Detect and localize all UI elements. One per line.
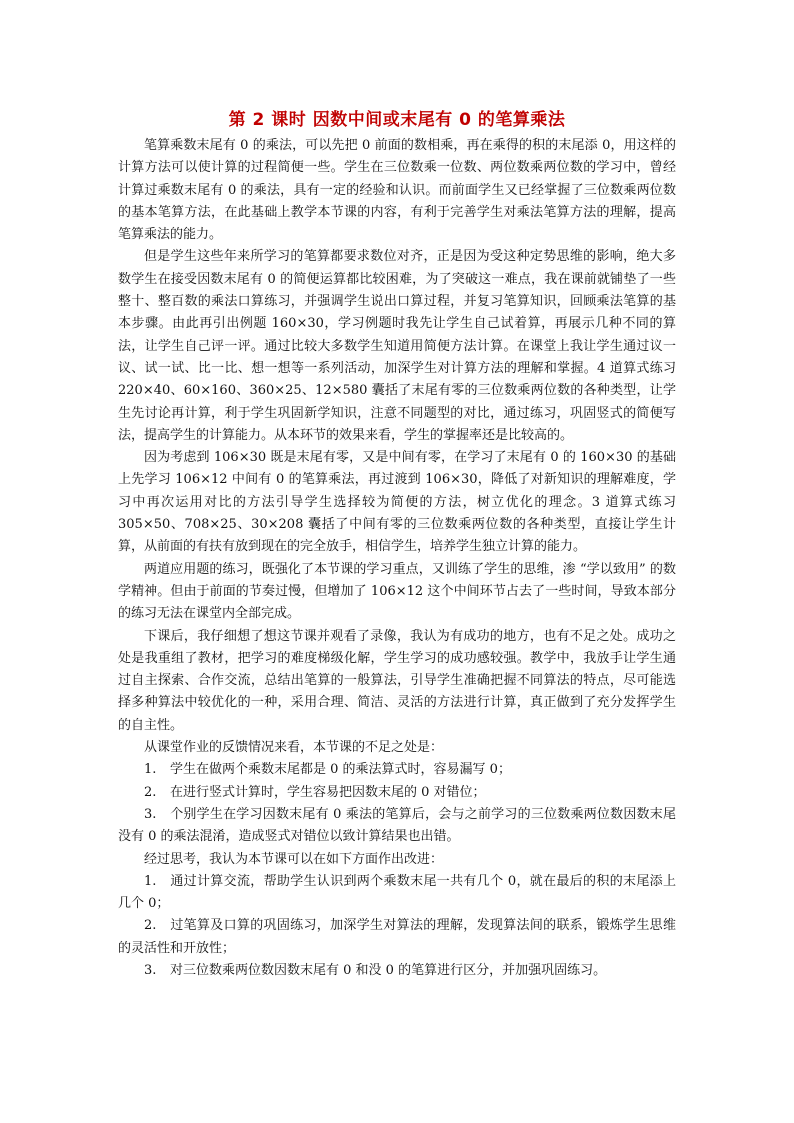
list-text: 学生在做两个乘数末尾都是 0 的乘法算式时，容易漏写 0； — [170, 762, 511, 778]
paragraph: 但是学生这些年来所学习的笔算都要求数位对齐，正是因为受这种定势思维的影响，绝大多数学生在接受因数末尾有 0 的简便运算都比较困难，为了突破这一难点，我在课前就铺垫了一些整十、整百数的乘法口算练习，并强调学生说出口算过程，并复习笔算知识，回顾乘法笔算的基本步骤。由此再引出例题 160×30，学习例题时我先让学生自己试着算，再展示几种不同的算法，让学生自己评一评。通过比较大多数学生知道用简便方法计算。在课堂上我让学生通过议一议、试一试、比一比、想一想等一系列活动，加深学生对计算方法的理解和掌握。4 道算式练习 220×40、60×160、360×25、12×580 囊括了末尾有零的三位数乘两位数的各种类型，让学生先讨论再计算，利于学生巩固新学知识，注意不同题型的对比，通过练习，巩固竖式的简便写法，提高学生的计算能力。从本环节的效果来看，学生的掌握率还是比较高的。 — [118, 249, 676, 443]
paragraph: 下课后，我仔细想了想这节课并观看了录像，我认为有成功的地方，也有不足之处。成功之处是我重组了教材，把学习的难度梯级化解，学生学习的成功感较强。教学中，我放手让学生通过自主探索、合作交流，总结出笔算的一般算法，引导学生准确把握不同算法的特点，尽可能选择多种算法中较优化的一种，采用合理、简洁、灵活的方法进行计算，真正做到了充分发挥学生的自主性。 — [118, 628, 676, 733]
paragraph: 因为考虑到 106×30 既是末尾有零，又是中间有零，在学习了末尾有 0 的 160×30 的基础上先学习 106×12 中间有 0 的笔算乘法，再过渡到 106×30，降低了对新知识的理解难度，学习中再次运用对比的方法引导学生选择较为简便的方法，树立优化的理念。3 道算式练习 305×50、708×25、30×208 囊括了中间有零的三位数乘两位数的各种类型，直接让学生计算，从前面的有扶有放到现在的完全放手，相信学生，培养学生独立计算的能力。 — [118, 450, 676, 555]
shortcoming-item — [118, 782, 676, 804]
paragraph: 经过思考，我认为本节课可以在如下方面作出改进： — [144, 851, 444, 867]
paragraph: 笔算乘数末尾有 0 的乘法，可以先把 0 前面的数相乘，再在乘得的积的末尾添 0，用这样的计算方法可以使计算的过程简便一些。学生在三位数乘一位数、两位数乘两位数的学习中，曾经计算过乘数末尾有 0 的乘法，具有一定的经验和认识。而前面学生又已经掌握了三位数乘两位数的基本笔算方法，在此基础上教学本节课的内容，有利于完善学生对乘法笔算方法的理解，提高笔算乘法的能力。 — [118, 138, 676, 243]
list-number: 2. — [144, 918, 157, 934]
list-number: 3. — [144, 962, 157, 978]
improvement-item — [118, 871, 676, 916]
shortcoming-item — [118, 804, 676, 849]
list-text: 个别学生在学习因数末尾有 0 乘法的笔算后，会与之前学习的三位数乘两位数因数末尾没有 0 的乘法混淆，造成竖式对错位以致计算结果也出错。 — [118, 806, 676, 845]
document-body — [118, 135, 676, 982]
list-text: 对三位数乘两位数因数末尾有 0 和没 0 的笔算进行区分，并加强巩固练习。 — [170, 962, 607, 978]
paragraph: 从课堂作业的反馈情况来看，本节课的不足之处是： — [144, 740, 444, 756]
list-number: 1. — [144, 873, 157, 889]
list-number: 3. — [144, 806, 157, 822]
list-text: 过笔算及口算的巩固练习，加深学生对算法的理解，发现算法间的联系，锻炼学生思维的灵活性和开放性； — [118, 918, 676, 956]
shortcoming-item — [118, 759, 676, 781]
list-number: 1. — [144, 762, 157, 778]
lesson-title: 第 2 课时 因数中间或末尾有 0 的笔算乘法 — [228, 110, 566, 130]
list-number: 2. — [144, 784, 157, 800]
improvement-item — [118, 960, 676, 982]
list-text: 在进行竖式计算时，学生容易把因数末尾的 0 对错位； — [170, 784, 486, 800]
paragraph: 两道应用题的练习，既强化了本节课的学习重点，又训练了学生的思维，渗 “学以致用” 的数学精神。但由于前面的节奏过慢，但增加了 106×12 这个中间环节占去了一些时间，导致本部分的练习无法在课堂内全部完成。 — [118, 561, 676, 622]
improvement-item — [118, 915, 676, 960]
list-text: 通过计算交流，帮助学生认识到两个乘数末尾一共有几个 0，就在最后的积的末尾添上几个 0； — [118, 873, 676, 912]
